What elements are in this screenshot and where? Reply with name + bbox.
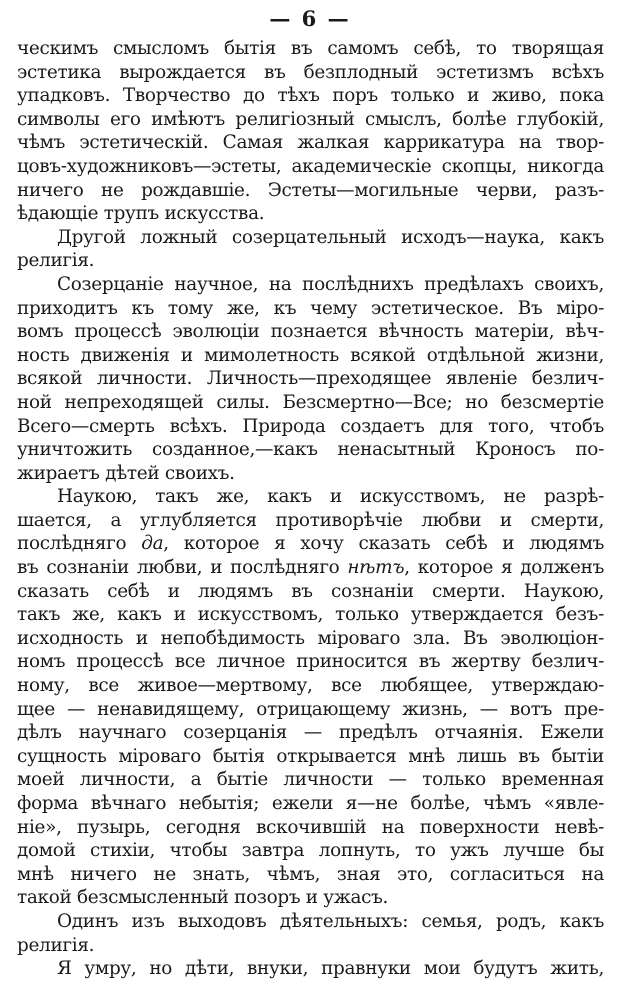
text-line: исходность и непобѣдимость міроваго зла. Въ эволюціон- — [17, 627, 604, 649]
text-line: жираетъ дѣтей своихъ. — [17, 462, 235, 484]
text-segment: послѣдняго — [17, 533, 142, 555]
paragraph — [17, 485, 604, 910]
text-line: религія. — [17, 934, 95, 956]
italic-word: нѣтъ — [347, 557, 405, 579]
text-line: Всего—смерть всѣхъ. Природа создаетъ для того, чтобъ — [17, 415, 604, 437]
text-line: шается, а углубляется противорѣчіе любви и смерти, — [17, 509, 604, 531]
text-line: Наукою, такъ же, какъ и искусствомъ, не разрѣ- — [57, 486, 604, 508]
text-line: такой безсмысленный позоръ и ужасъ. — [17, 887, 389, 909]
text-line: домой стихіи, чтобы завтра лопнуть, то ужъ лучше бы — [17, 840, 604, 862]
text-line: религія. — [17, 250, 95, 272]
text-line: эстетика вырождается въ безплодный эстетизмъ всѣхъ — [17, 61, 604, 83]
text-segment: , которое я хочу сказать себѣ и людямъ — [163, 533, 604, 555]
text-line: символы его имѣютъ религіозный смыслъ, болѣе глубокій, — [17, 108, 604, 130]
text-line: Другой ложный созерцательный исходъ—наука, какъ — [57, 226, 604, 248]
text-line: ничего не рождавшіе. Эстеты—могильные черви, разъ- — [17, 179, 604, 201]
text-line: приходитъ къ тому же, къ чему эстетическое. Въ міро- — [17, 297, 604, 319]
italic-word: да — [141, 533, 164, 555]
text-line: всякой личности. Личность—преходящее явленіе безлич- — [17, 368, 604, 390]
text-line: такъ же, какъ и искусствомъ, только утверждается безъ- — [17, 604, 604, 626]
text-line: мнѣ ничего не знать, чѣмъ, зная это, согласиться на — [17, 863, 604, 885]
text-line: чѣмъ эстетическій. Самая жалкая каррикатура на твор- — [17, 132, 604, 154]
text-line: ѣдающіе трупъ искусства. — [17, 203, 265, 225]
text-line: ной непреходящей силы. Безсмертно—Все; но безсмертіе — [17, 391, 604, 413]
text-segment: въ сознаніи любви, и послѣдняго — [17, 557, 348, 579]
paragraph — [17, 273, 604, 485]
text-line: щее — ненавидящему, отрицающему жизнь, — вотъ пре- — [17, 698, 604, 720]
text-line: ному, все живое—мертвому, все любящее, утверждаю- — [17, 675, 604, 697]
page-body-text — [17, 37, 604, 981]
text-line: ность движенія и мимолетность всякой отдѣльной жизни, — [17, 344, 604, 366]
paragraph — [17, 37, 604, 226]
text-line: дѣлъ научнаго созерцанія — предѣлъ отчаянія. Ежели — [17, 722, 604, 744]
paragraph — [17, 226, 604, 273]
text-line: моей личности, а бытіе личности — только временная — [17, 769, 604, 791]
text-line: форма вѣчнаго небытія; ежели я—не болѣе, чѣмъ «явле- — [17, 793, 604, 814]
paragraph — [17, 910, 604, 957]
text-line: ніе», пузырь, сегодня вскочившій на поверхности невѣ- — [17, 816, 604, 838]
text-line: Я умру, но дѣти, внуки, правнуки мои будутъ жить, — [57, 958, 604, 980]
text-line: номъ процессѣ все личное приносится въ жертву безлич- — [17, 651, 604, 673]
text-line: сказать себѣ и людямъ въ сознаніи смерти. Наукою, — [17, 580, 604, 602]
text-line: вомъ процессѣ эволюціи познается вѣчность матеріи, вѣч- — [17, 321, 604, 343]
text-line: цовъ-художниковъ—эстеты, академическіе скопцы, никогда — [17, 155, 604, 177]
text-line: ческимъ смысломъ бытія въ самомъ себѣ, то творящая — [17, 38, 604, 59]
text-line — [17, 532, 604, 556]
text-line: Созерцаніе научное, на послѣднихъ предѣлахъ своихъ, — [57, 273, 604, 295]
text-line: уничтожить созданное,—какъ ненасытный Кроносъ по- — [17, 439, 604, 461]
text-line: сущность міроваго бытія открывается мнѣ лишь въ бытіи — [17, 745, 604, 767]
text-line — [17, 556, 604, 580]
text-segment: , которое я долженъ — [404, 557, 604, 579]
paragraph — [17, 957, 604, 981]
page-number: — 6 — — [269, 6, 351, 31]
text-line: упадковъ. Творчество до тѣхъ поръ только и живо, пока — [17, 85, 604, 107]
text-line: Одинъ изъ выходовъ дѣятельныхъ: семья, родъ, какъ — [57, 910, 604, 932]
